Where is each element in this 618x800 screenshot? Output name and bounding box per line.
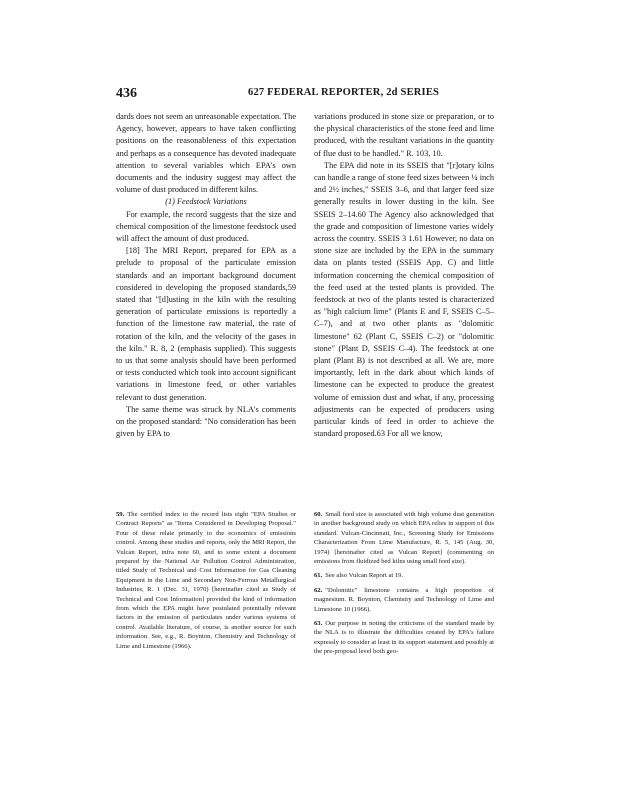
- footnote-text: Small feed size is associated with high volume dust generation in another background study on which EPA relies in support of this standard. Vulcan-Cincinnati, Inc., Screening Study for Emissions Characterization From Lime Manufacture, R. 5, 145 (Aug. 30, 1974) [hereinafter cited as Vulcan Report] (commenting on emissions from fluidized bed kilns using small feed size).: [314, 511, 494, 566]
- section-subheading: (1) Feedstock Variations: [165, 197, 247, 207]
- footnote: [314, 586, 494, 614]
- footnote-number: 62.: [314, 586, 323, 594]
- footnote-text: The certified index to the record lists eight "EPA Studies or Contract Reports" as "Items Considered in Developing Proposal." Four of these relate primarily to the economics of emissions control. Among these studies and reports, only the MRI Report, the Vulcan Report, infra note 60, and to some extent a document prepared by the National Air Pollution Control Administration, titled Study of Technical and Cost Information for Gas Cleaning Equipment in the Lime and Secondary Non-Ferrous Metallurgical Industries, R. 1 (Dec. 31, 1970) [hereinafter cited as Study of Technical and Cost Information] provided the kind of information from which the EPA might have postulated potentially relevant factors in the emission of particulates under various systems of control. Available literature, of course, is another source for such information. See, e.g., R. Boynton, Chemistry and Technology of Lime and Limestone (1966).: [116, 511, 296, 650]
- footnote: [116, 510, 296, 651]
- footnote-number: 63.: [314, 620, 323, 628]
- page-header: [116, 86, 496, 102]
- footnotes-left: [116, 510, 296, 656]
- footnote: [314, 510, 494, 566]
- paragraph: The EPA did note in its SSEIS that "[r]otary kilns can handle a range of stone feed sizes between ¼ inch and 2½ inches," SSEIS 3–6, and that larger feed size generally results in lower dusting in the kiln. See SSEIS 2–14.60 The Agency also acknowledged that the grade and composition of limestone varies widely across the country. SSEIS 3 1.61 However, no data on stone size are included by the EPA in the summary data on plants tested (SSEIS App. C) and little information concerning the chemical composition of the feed used at the tested plants is provided. The feedstock at two of the plants tested is characterized as "high calcium lime" (Plants E and F, SSEIS C–5–C–7), and at two other plants as "dolomitic limestone" 62 (Plant C, SSEIS C–2) or "dolomitic stone" (Plant D, SSEIS C–4). The feedstock at one plant (Plant B) is not described at all. We are, more importantly, left in the dark about which kinds of limestone can be expected to produce the greatest volume of emission dust and what, if any, processing adjustments can be expected of producers using particular kinds of feed in order to achieve the standard proposed.63 For all we know,: [314, 160, 494, 439]
- footnote: [314, 571, 494, 580]
- paragraph: The same theme was struck by NLA's comments on the proposed standard: "No consideration has been given by EPA to: [116, 404, 296, 439]
- footnote-text: Our purpose in noting the criticisms of the standard made by the NLA is to illustrate the difficulties created by EPA's failure expressly to consider at least in its support statement and possibly at the pre-proposal level both geo-: [314, 620, 495, 656]
- left-column: [116, 111, 296, 440]
- paragraph: dards does not seem an unreasonable expectation. The Agency, however, appears to have taken conflicting positions on the reasonableness of this expectation and perhaps as a consequence has devoted inadequate attention to several variables which EPA's own documents and the industry suggest may affect the volume of dust produced in different kilns.: [116, 112, 297, 195]
- footnote-number: 60.: [314, 511, 323, 518]
- footnote-number: 61.: [314, 572, 323, 580]
- footnote-text: See also Vulcan Report at 19.: [325, 572, 404, 580]
- running-head: 627 FEDERAL REPORTER, 2d SERIES: [248, 87, 440, 98]
- right-column: [314, 111, 494, 440]
- footnote-text: "Dolomitic" limestone contains a high proportion of magnesium. R. Boynton, Chemistry and Technology of Lime and Limestone 10 (1966).: [314, 586, 494, 613]
- footnote: [314, 619, 494, 657]
- page-number: 436: [116, 86, 137, 101]
- paragraph: variations produced in stone size or preparation, or to the physical characteristics of the stone feed and lime produced, with the resultant variations in the quantity of flue dust to be handled." R. 103, 10.: [314, 112, 494, 158]
- paragraph: For example, the record suggests that the size and chemical composition of the limestone feedstock used will affect the amount of dust produced.: [116, 209, 296, 244]
- footnotes-right: [314, 510, 494, 662]
- footnote-number: 59.: [116, 511, 125, 518]
- paragraph: [18] The MRI Report, prepared for EPA as a prelude to proposal of the particulate emission standards and an important background document considered in developing the proposed standards,59 stated that "[d]usting in the kiln with the resulting generation of particulate emissions is reportedly a function of the limestone raw material, the rate of rotation of the kiln, and the velocity of the gases in the kiln." R. 8, 2 (emphasis supplied). This suggests to us that some analysis should have been performed or tests conducted which took into account significant variations in limestone feed, or other variables relevant to dust generation.: [116, 246, 296, 402]
